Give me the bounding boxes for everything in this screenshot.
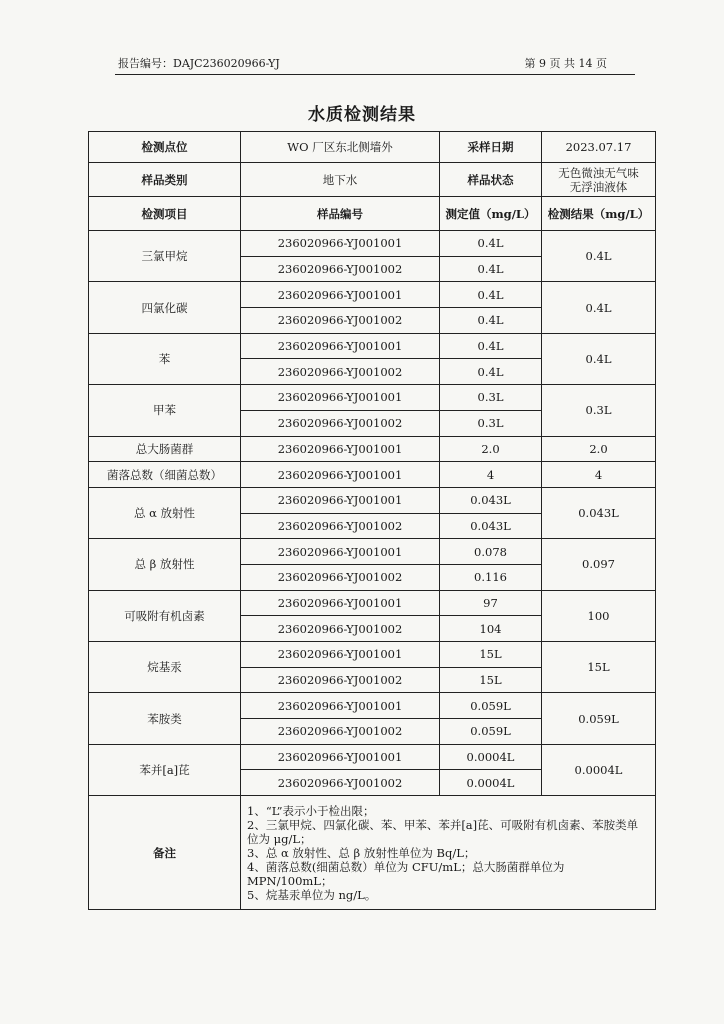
table-row <box>89 642 656 668</box>
item-name-cell: 苯并[a]芘 <box>89 744 241 795</box>
type-label: 样品类别 <box>89 163 241 197</box>
notes-content <box>241 796 656 910</box>
measured-value-cell: 0.0004L <box>440 744 542 770</box>
measured-value-cell: 104 <box>440 616 542 642</box>
measured-value-cell: 0.059L <box>440 719 542 745</box>
document-title: 水质检测结果 <box>308 105 416 125</box>
measured-value-cell: 0.4L <box>440 282 542 308</box>
table-row <box>89 539 656 565</box>
results-table <box>88 131 656 910</box>
measured-value-cell: 15L <box>440 667 542 693</box>
sample-no-cell: 236020966-YJ001001 <box>241 642 440 668</box>
sample-no-cell: 236020966-YJ001002 <box>241 616 440 642</box>
item-name-cell: 烷基汞 <box>89 642 241 693</box>
table-row <box>89 436 656 462</box>
type-value: 地下水 <box>241 163 440 197</box>
note-line: 4、菌落总数(细菌总数）单位为 CFU/mL；总大肠菌群单位为 MPN/100mL； <box>247 859 565 888</box>
measured-value-cell: 0.043L <box>440 513 542 539</box>
measured-value-cell: 2.0 <box>440 436 542 462</box>
item-name-cell: 菌落总数（细菌总数） <box>89 462 241 488</box>
result-cell: 0.0004L <box>542 744 656 795</box>
info-row-point <box>89 132 656 163</box>
state-value-line: 无色微浊无气味 <box>558 165 639 180</box>
column-header-row <box>89 197 656 231</box>
table-row <box>89 590 656 616</box>
note-line: 1、“L”表示小于检出限； <box>247 803 375 818</box>
col-header-measured: 测定值（mg/L） <box>440 197 542 231</box>
measured-value-cell: 0.4L <box>440 256 542 282</box>
sample-no-cell: 236020966-YJ001001 <box>241 333 440 359</box>
notes-label: 备注 <box>89 796 241 910</box>
result-cell: 0.4L <box>542 333 656 384</box>
sample-no-cell: 236020966-YJ001002 <box>241 308 440 334</box>
sample-no-cell: 236020966-YJ001001 <box>241 590 440 616</box>
item-name-cell: 三氯甲烷 <box>89 231 241 282</box>
sample-no-cell: 236020966-YJ001002 <box>241 667 440 693</box>
result-cell: 100 <box>542 590 656 641</box>
measured-value-cell: 97 <box>440 590 542 616</box>
measured-value-cell: 0.4L <box>440 308 542 334</box>
note-line: 3、总 α 放射性、总 β 放射性单位为 Bq/L； <box>247 845 476 860</box>
measured-value-cell: 0.059L <box>440 693 542 719</box>
item-name-cell: 总大肠菌群 <box>89 436 241 462</box>
result-cell: 15L <box>542 642 656 693</box>
item-name-cell: 苯胺类 <box>89 693 241 744</box>
state-value-line: 无浮油液体 <box>569 179 628 194</box>
result-cell: 2.0 <box>542 436 656 462</box>
point-label: 检测点位 <box>89 132 241 163</box>
note-line: 2、三氯甲烷、四氯化碳、苯、甲苯、苯并[a]芘、可吸附有机卤素、苯胺类单位为 μg/L； <box>247 817 639 846</box>
measured-value-cell: 0.4L <box>440 333 542 359</box>
table-row <box>89 693 656 719</box>
date-value: 2023.07.17 <box>542 132 656 163</box>
measured-value-cell: 0.0004L <box>440 770 542 796</box>
col-header-sample-no: 样品编号 <box>241 197 440 231</box>
sample-no-cell: 236020966-YJ001002 <box>241 359 440 385</box>
item-name-cell: 总 β 放射性 <box>89 539 241 590</box>
sample-no-cell: 236020966-YJ001002 <box>241 513 440 539</box>
measured-value-cell: 0.3L <box>440 410 542 436</box>
table-row <box>89 333 656 359</box>
notes-row <box>89 796 656 910</box>
item-name-cell: 可吸附有机卤素 <box>89 590 241 641</box>
measured-value-cell: 15L <box>440 642 542 668</box>
date-label: 采样日期 <box>440 132 542 163</box>
table-row <box>89 231 656 257</box>
sample-no-cell: 236020966-YJ001001 <box>241 462 440 488</box>
sample-no-cell: 236020966-YJ001001 <box>241 436 440 462</box>
table-row <box>89 744 656 770</box>
measured-value-cell: 0.4L <box>440 231 542 257</box>
table-row <box>89 487 656 513</box>
sample-no-cell: 236020966-YJ001001 <box>241 539 440 565</box>
sample-no-cell: 236020966-YJ001001 <box>241 282 440 308</box>
col-header-result: 检测结果（mg/L） <box>542 197 656 231</box>
sample-no-cell: 236020966-YJ001002 <box>241 564 440 590</box>
sample-no-cell: 236020966-YJ001001 <box>241 744 440 770</box>
measured-value-cell: 0.3L <box>440 385 542 411</box>
page-header <box>115 56 635 75</box>
result-cell: 0.059L <box>542 693 656 744</box>
page-number: 第 9 页 共 14 页 <box>524 57 607 70</box>
sample-no-cell: 236020966-YJ001002 <box>241 719 440 745</box>
state-value <box>542 163 656 197</box>
note-line: 5、烷基汞单位为 ng/L。 <box>247 887 377 902</box>
measured-value-cell: 0.043L <box>440 487 542 513</box>
sample-no-cell: 236020966-YJ001002 <box>241 770 440 796</box>
result-cell: 0.3L <box>542 385 656 436</box>
sample-no-cell: 236020966-YJ001002 <box>241 256 440 282</box>
report-number: 报告编号：DAJC236020966-YJ <box>118 57 280 70</box>
table-row <box>89 282 656 308</box>
table-row <box>89 385 656 411</box>
sample-no-cell: 236020966-YJ001002 <box>241 410 440 436</box>
result-cell: 4 <box>542 462 656 488</box>
result-cell: 0.4L <box>542 231 656 282</box>
sample-no-cell: 236020966-YJ001001 <box>241 487 440 513</box>
measured-value-cell: 0.116 <box>440 564 542 590</box>
item-name-cell: 苯 <box>89 333 241 384</box>
col-header-item: 检测项目 <box>89 197 241 231</box>
sample-no-cell: 236020966-YJ001001 <box>241 231 440 257</box>
measured-value-cell: 0.078 <box>440 539 542 565</box>
item-name-cell: 总 α 放射性 <box>89 487 241 538</box>
sample-no-cell: 236020966-YJ001001 <box>241 693 440 719</box>
result-cell: 0.043L <box>542 487 656 538</box>
result-cell: 0.097 <box>542 539 656 590</box>
info-row-type <box>89 163 656 197</box>
measured-value-cell: 4 <box>440 462 542 488</box>
measured-value-cell: 0.4L <box>440 359 542 385</box>
item-name-cell: 四氯化碳 <box>89 282 241 333</box>
state-label: 样品状态 <box>440 163 542 197</box>
table-row <box>89 462 656 488</box>
sample-no-cell: 236020966-YJ001001 <box>241 385 440 411</box>
point-value: WO 厂区东北侧墙外 <box>241 132 440 163</box>
item-name-cell: 甲苯 <box>89 385 241 436</box>
result-cell: 0.4L <box>542 282 656 333</box>
